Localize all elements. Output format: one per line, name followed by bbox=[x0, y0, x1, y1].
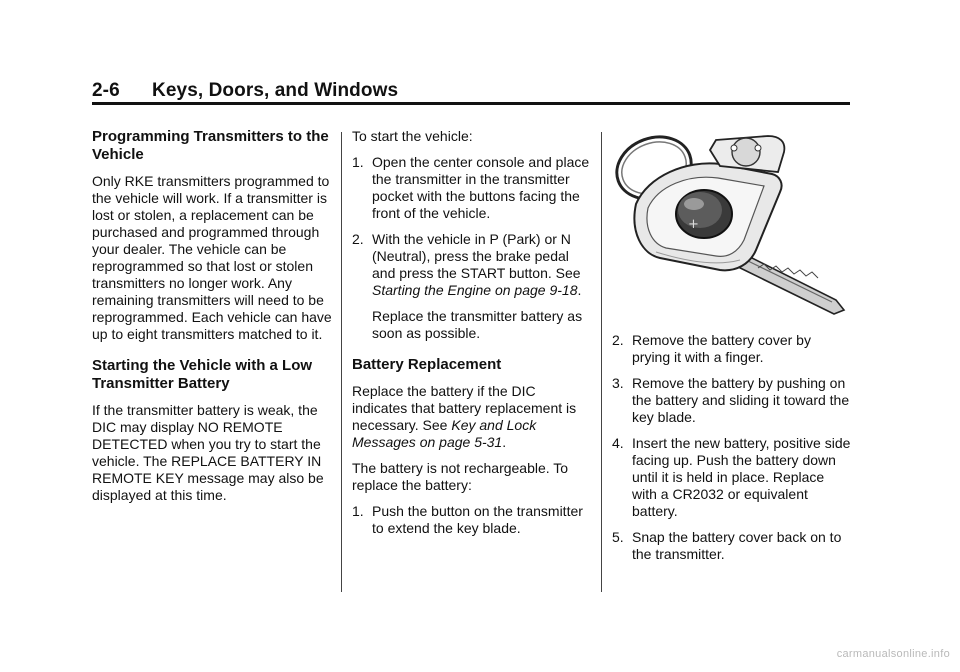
list-item bbox=[612, 529, 852, 563]
step-text: Push the button on the transmitter to extend the key blade. bbox=[372, 503, 583, 536]
step-number: 2. bbox=[612, 332, 624, 348]
step-number: 4. bbox=[612, 435, 624, 451]
column-divider-2 bbox=[601, 132, 602, 592]
watermark: carmanualsonline.info bbox=[836, 648, 950, 660]
list-item bbox=[612, 435, 852, 520]
list-item bbox=[612, 332, 852, 366]
paragraph-low-battery: If the transmitter battery is weak, the DIC may display NO REMOTE DETECTED when you try to start the vehicle. The REPLACE BATTERY IN REMOTE KEY message may also be displayed at this time. bbox=[92, 402, 324, 503]
paragraph-not-rechargeable: The battery is not rechargeable. To replace the battery: bbox=[352, 460, 569, 493]
column-1 bbox=[92, 128, 332, 513]
heading-low-battery-start: Starting the Vehicle with a Low Transmitter Battery bbox=[92, 357, 313, 392]
period: . bbox=[577, 282, 582, 298]
step-number: 1. bbox=[352, 503, 364, 519]
step-text: Snap the battery cover back on to the transmitter. bbox=[632, 529, 842, 562]
column-divider-1 bbox=[341, 132, 342, 592]
list-item bbox=[352, 154, 590, 222]
key-fob-illustration bbox=[608, 132, 852, 318]
paragraph-text: Replace the battery if the DIC indicates that battery replacement is necessary. See bbox=[352, 383, 577, 433]
period: . bbox=[502, 434, 507, 450]
column-3 bbox=[612, 128, 852, 572]
list-item bbox=[612, 375, 852, 426]
step-text: Remove the battery cover by prying it with a finger. bbox=[632, 332, 811, 365]
paragraph-battery-replace bbox=[352, 383, 590, 451]
list-item bbox=[352, 231, 590, 342]
cross-reference-link[interactable]: Starting the Engine on page 9-18 bbox=[372, 282, 578, 298]
step-number: 1. bbox=[352, 154, 364, 170]
step-note: Replace the transmitter battery as soon as possible. bbox=[372, 308, 583, 341]
step-number: 3. bbox=[612, 375, 624, 391]
heading-battery-replacement: Battery Replacement bbox=[352, 356, 502, 373]
column-2 bbox=[352, 128, 590, 546]
step-text: Insert the new battery, positive side facing up. Push the battery down until it is held in place. Replace with a CR2032 or equivalent battery. bbox=[632, 435, 851, 519]
step-text: Open the center console and place the transmitter in the transmitter pocket with the buttons facing the front of the vehicle. bbox=[372, 154, 590, 221]
step-text: With the vehicle in P (Park) or N (Neutral), press the brake pedal and press the START button. See bbox=[372, 231, 581, 281]
list-item bbox=[352, 503, 590, 537]
intro-start-vehicle: To start the vehicle: bbox=[352, 128, 473, 144]
page-header: 2-6 Keys, Doors, and Windows bbox=[92, 80, 399, 101]
svg-text:+: + bbox=[688, 217, 699, 232]
paragraph-programming: Only RKE transmitters programmed to the vehicle will work. If a transmitter is lost or stolen, a replacement can be purchased and programmed through your dealer. The vehicle can be reprogrammed so that lost or stolen transmitters no longer work. Any remaining transmitters will need to be reprogrammed. Each vehicle can have up to eight transmitters matched to it. bbox=[92, 173, 332, 342]
step-text: Remove the battery by pushing on the battery and sliding it toward the key blade. bbox=[632, 375, 850, 425]
heading-programming-transmitters: Programming Transmitters to the Vehicle bbox=[92, 128, 329, 163]
step-number: 2. bbox=[352, 231, 364, 247]
cross-reference-link[interactable]: Key and Lock Messages on page 5-31 bbox=[352, 417, 537, 450]
header-rule bbox=[92, 102, 850, 105]
step-number: 5. bbox=[612, 529, 624, 545]
